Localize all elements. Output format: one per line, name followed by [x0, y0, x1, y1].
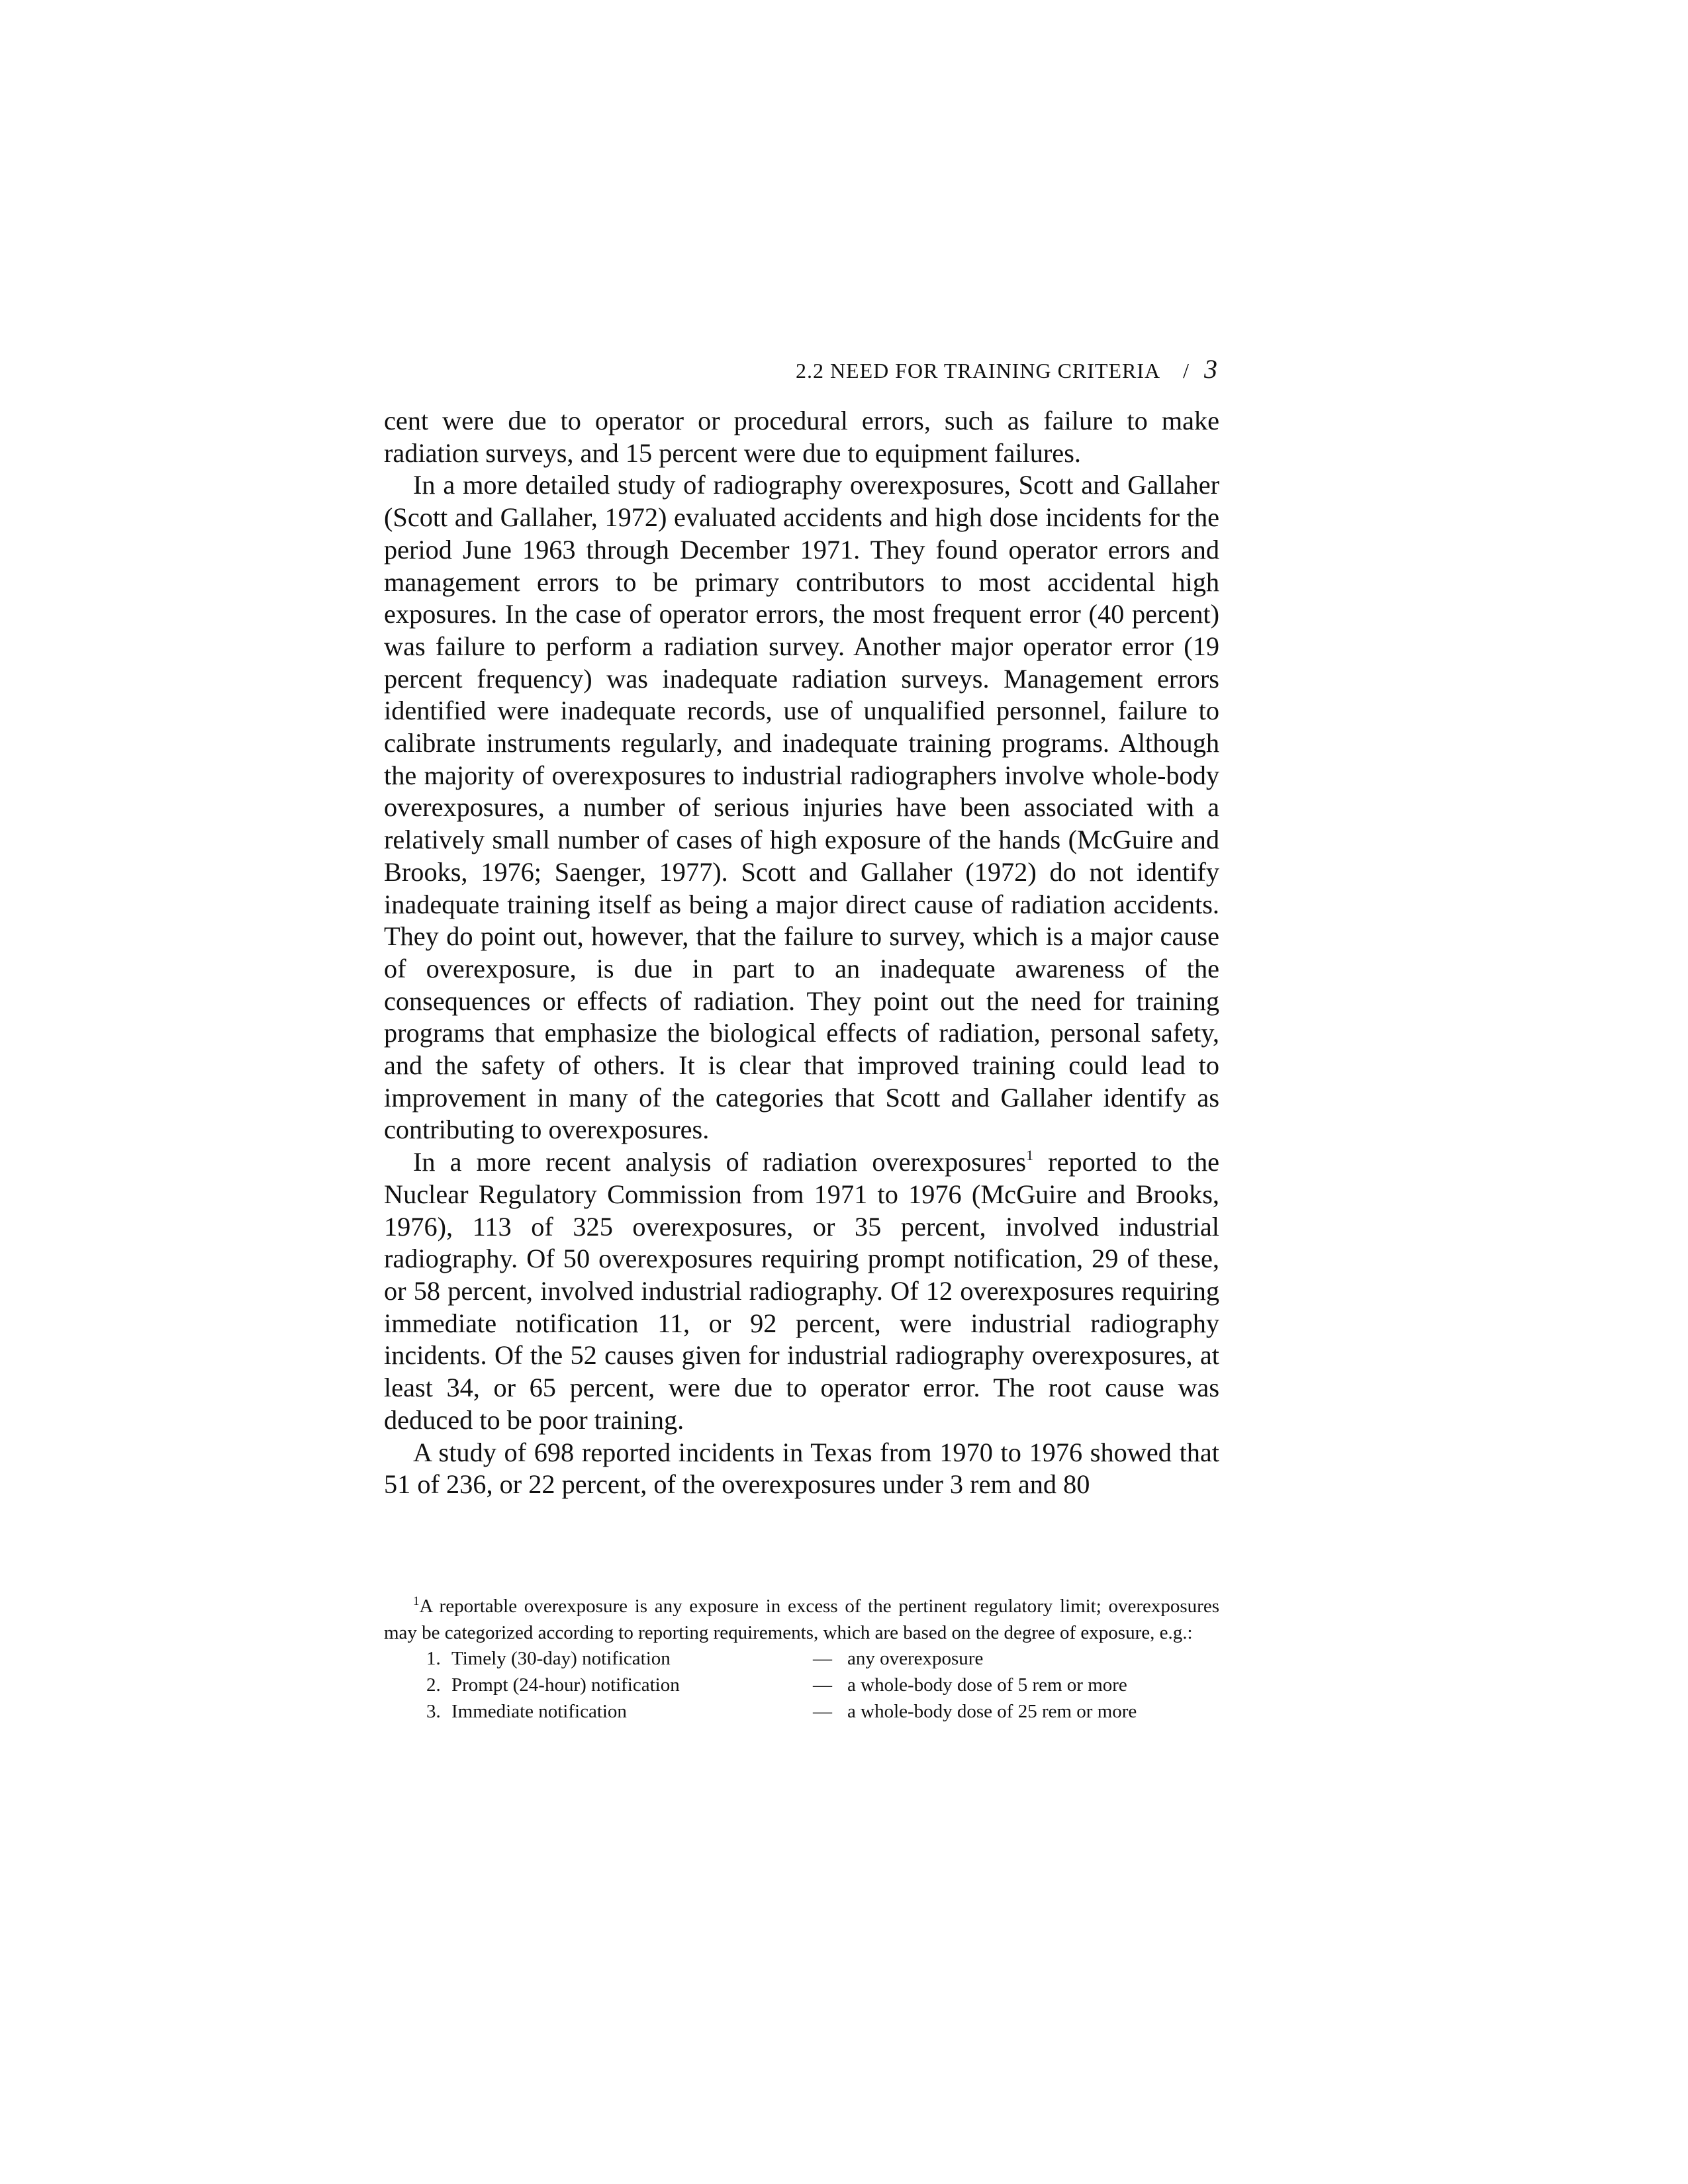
list-item-number: 2.: [426, 1674, 441, 1696]
list-item-dash: —: [813, 1648, 832, 1669]
running-head: [384, 356, 1218, 384]
body-text: [384, 405, 1219, 1501]
list-item-dash: —: [813, 1701, 832, 1722]
list-item-description: a whole-body dose of 25 rem or more: [847, 1701, 1137, 1722]
footnote-body: A reportable overexposure is any exposure in excess of the pertinent regulatory limit; overexposures may be categorized according to reporting requirements, which are based on the degree of exposure, e.g.:: [384, 1596, 1219, 1643]
footnote-marker: 1: [413, 1594, 420, 1608]
list-item-label: Immediate notification: [451, 1701, 627, 1722]
list-item-description: a whole-body dose of 5 rem or more: [847, 1674, 1127, 1696]
list-item-number: 1.: [426, 1648, 441, 1669]
list-item-description: any overexposure: [847, 1648, 984, 1669]
footnote-list: [384, 1646, 1219, 1725]
footnote-text: [384, 1594, 1219, 1646]
paragraph-texas-study: A study of 698 reported incidents in Texas from 1970 to 1976 showed that 51 of 236, or 22 percent, of the overexposures under 3 rem and 80: [384, 1437, 1219, 1500]
footnote-list-item: [384, 1699, 1219, 1725]
paragraph-nrc-analysis: [384, 1146, 1219, 1436]
list-item-dash: —: [813, 1674, 832, 1696]
paragraph-nrc-text-start: In a more recent analysis of radiation overexposures: [413, 1147, 1027, 1177]
running-head-separator: /: [1183, 359, 1190, 383]
footnote-list-item: [384, 1672, 1219, 1699]
section-title: 2.2 NEED FOR TRAINING CRITERIA: [795, 359, 1161, 383]
list-item-number: 3.: [426, 1701, 441, 1722]
list-item-label: Prompt (24-hour) notification: [451, 1674, 680, 1696]
paragraph-scott-gallaher: In a more detailed study of radiography overexposures, Scott and Gallaher (Scott and Gallaher, 1972) evaluated accidents and high dose incidents for the period June 1963 through December 1971. They found operator errors and management errors to be primary contributors to most accidental high exposures. In the case of operator errors, the most frequent error (40 percent) was failure to perform a radiation survey. Another major operator error (19 percent frequency) was inadequate radiation surveys. Management errors identified were inadequate records, use of unqualified personnel, failure to calibrate instruments regularly, and inadequate training programs. Although the majority of overexposures to industrial radiographers involve whole-body overexposures, a number of serious injuries have been associated with a relatively small number of cases of high exposure of the hands (McGuire and Brooks, 1976; Saenger, 1977). Scott and Gallaher (1972) do not identify inadequate training itself as being a major direct cause of radiation accidents. They do point out, however, that the failure to survey, which is a major cause of overexposure, is due in part to an inadequate awareness of the consequences or effects of radiation. They point out the need for training programs that emphasize the biological effects of radiation, personal safety, and the safety of others. It is clear that improved training could lead to improvement in many of the categories that Scott and Gallaher identify as contributing to overexposures.: [384, 470, 1219, 1145]
footnote-reference[interactable]: 1: [1026, 1147, 1034, 1164]
footnote: [384, 1594, 1219, 1725]
list-item-label: Timely (30-day) notification: [451, 1648, 671, 1669]
paragraph-nrc-text-end: reported to the Nuclear Regulatory Commission from 1971 to 1976 (McGuire and Brooks, 1976), 113 of 325 overexposures, or 35 percent, involved industrial radiography. Of 50 overexposures requiring prompt notification, 29 of these, or 58 percent, involved industrial radiography. Of 12 overexposures requiring immediate notification 11, or 92 percent, were industrial radiography incidents. Of the 52 causes given for industrial radiography overexposures, at least 34, or 65 percent, were due to operator error. The root cause was deduced to be poor training.: [384, 1147, 1219, 1435]
footnote-list-item: [384, 1646, 1219, 1672]
paragraph-continued: cent were due to operator or procedural errors, such as failure to make radiation surveys, and 15 percent were due to equipment failures.: [384, 406, 1219, 468]
page-number: 3: [1204, 354, 1218, 384]
